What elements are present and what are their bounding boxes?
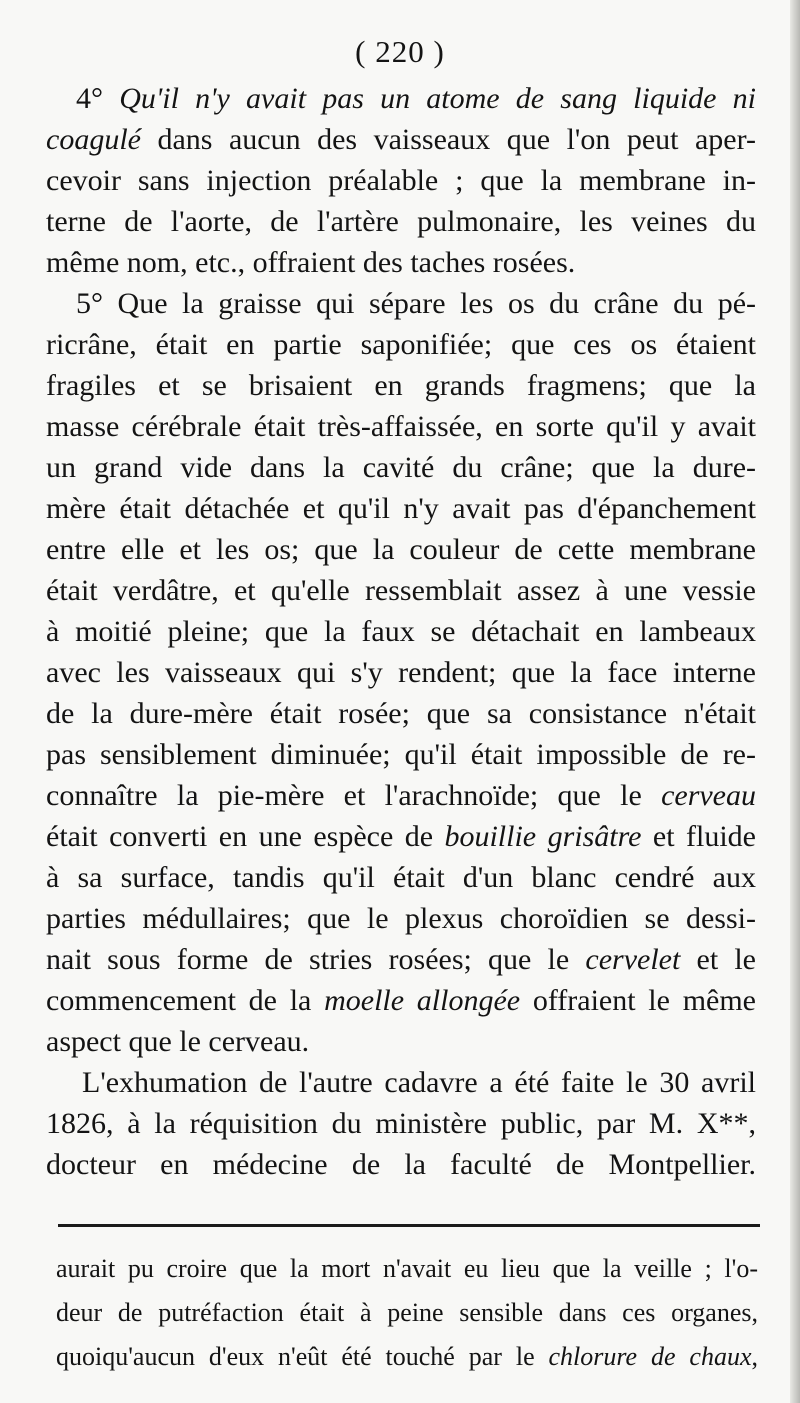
text-line (46, 447, 756, 488)
footnote-line (56, 1247, 758, 1291)
text-line (46, 160, 756, 201)
text-line (46, 119, 756, 160)
text-run: était converti en une espèce de (46, 820, 445, 853)
italic-text: coagulé (46, 123, 141, 156)
text-run: dans aucun des vaisseaux que l'on peut aper- (140, 123, 756, 156)
text-run: avec les vaisseaux qui s'y rendent; que la face interne (46, 656, 756, 689)
text-run: même nom, etc., offraient des taches rosées. (46, 246, 576, 279)
text-run: cevoir sans injection préalable ; que la membrane in- (46, 164, 756, 197)
text-line (46, 78, 756, 119)
footnote-line (56, 1291, 758, 1335)
footnote-separator (58, 1224, 760, 1227)
text-run: était verdâtre, et qu'elle ressemblait assez à une vessie (46, 574, 756, 607)
text-line (46, 242, 756, 283)
text-run: entre elle et les os; que la couleur de cette membrane (46, 533, 756, 566)
text-run: L'exhumation de l'autre cadavre a été faite le 30 avril (82, 1066, 756, 1099)
text-line (46, 939, 756, 980)
scan-edge-shadow (790, 0, 800, 1403)
text-run: 4° (76, 82, 120, 115)
italic-text: moelle allongée (324, 984, 521, 1017)
page-number: ( 220 ) (355, 34, 445, 69)
text-line (46, 283, 756, 324)
text-run: de la dure-mère était rosée; que sa consistance n'était (46, 697, 756, 730)
footnote-line (56, 1335, 758, 1379)
text-line (46, 365, 756, 406)
text-run: fragiles et se brisaient en grands fragmens; que la (46, 369, 756, 402)
text-run: docteur en médecine de la faculté de Montpellier. (46, 1148, 756, 1181)
italic-text: cerveau (661, 779, 756, 812)
text-run: mère était détachée et qu'il n'y avait pas d'épanchement (46, 492, 756, 525)
text-run: 5° Que la graisse qui sépare les os du crâne du pé- (76, 287, 756, 320)
text-line (46, 488, 756, 529)
text-run: pas sensiblement diminuée; qu'il était impossible de re- (46, 738, 756, 771)
text-line (46, 816, 756, 857)
text-line (46, 857, 756, 898)
text-run: à sa surface, tandis qu'il était d'un blanc cendré aux (46, 861, 756, 894)
text-run: commencement de la (46, 984, 325, 1017)
text-run: ricrâne, était en partie saponifiée; que ces os étaient (46, 328, 756, 361)
text-line (46, 734, 756, 775)
text-line (46, 775, 756, 816)
main-text (46, 78, 756, 1185)
text-run: et fluide (641, 820, 756, 853)
text-line (46, 324, 756, 365)
text-line (46, 201, 756, 242)
text-run: et le (680, 943, 756, 976)
text-line (46, 1144, 756, 1185)
text-run: aspect que le cerveau. (46, 1025, 310, 1058)
text-line (46, 652, 756, 693)
text-run: , (751, 1342, 759, 1371)
footnote-text (56, 1247, 758, 1379)
text-run: parties médullaires; que le plexus choroïdien se dessi- (46, 902, 756, 935)
text-run: offraient le même (520, 984, 756, 1017)
text-run: aurait pu croire que la mort n'avait eu lieu que la veille ; l'o- (56, 1254, 758, 1283)
text-line (46, 898, 756, 939)
italic-text: cervelet (585, 943, 681, 976)
text-line (46, 1103, 756, 1144)
text-line (46, 980, 756, 1021)
text-line (46, 570, 756, 611)
text-line (46, 611, 756, 652)
text-run: connaître la pie-mère et l'arachnoïde; que le (46, 779, 662, 812)
text-run: 1826, à la réquisition du ministère public, par M. X**, (46, 1107, 756, 1140)
text-run: un grand vide dans la cavité du crâne; que la dure- (46, 451, 756, 484)
text-run: à moitié pleine; que la faux se détachait en lambeaux (46, 615, 756, 648)
text-line (46, 529, 756, 570)
text-run: masse cérébrale était très-affaissée, en sorte qu'il y avait (46, 410, 756, 443)
text-line (46, 1021, 756, 1062)
text-line (46, 406, 756, 447)
text-run: deur de putréfaction était à peine sensible dans ces organes, (56, 1298, 758, 1327)
text-line (46, 693, 756, 734)
text-line (46, 1062, 756, 1103)
text-run: terne de l'aorte, de l'artère pulmonaire, les veines du (46, 205, 756, 238)
italic-text: chlorure de chaux (548, 1342, 752, 1371)
italic-text: Qu'il n'y avait pas un atome de sang liquide ni (119, 82, 756, 115)
text-run: quoiqu'aucun d'eux n'eût été touché par le (56, 1342, 549, 1371)
text-run: nait sous forme de stries rosées; que le (46, 943, 586, 976)
italic-text: bouillie grisâtre (444, 820, 642, 853)
